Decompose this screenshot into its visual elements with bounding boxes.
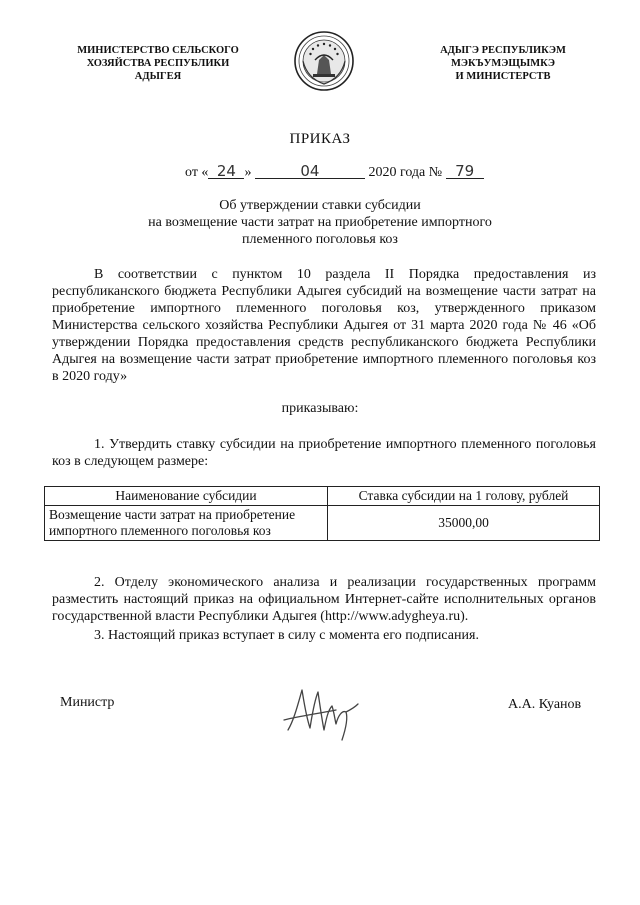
ministry-name-russian <box>52 44 264 83</box>
subsidy-rate-table <box>44 486 600 541</box>
handwritten-order-number: 79 <box>446 164 484 179</box>
ministry-name-line: МЭКЪУМЭЩЫМКЭ <box>450 58 556 69</box>
order-item-1: 1. Утвердить ставку субсидии на приобретение импортного племенного поголовья коз в следующем размере: <box>52 437 596 469</box>
column-header-subsidy-name: Наименование субсидии <box>45 487 328 506</box>
subject-line: племенного поголовья коз <box>242 232 398 247</box>
ministry-name-line: АДЫГЭ РЕСПУБЛИКЭМ <box>440 45 566 56</box>
subject-line: Об утверждении ставки субсидии <box>219 198 421 213</box>
handwritten-signature <box>280 680 372 744</box>
ministry-name-line: АДЫГЕЯ <box>134 71 182 82</box>
order-item-3: 3. Настоящий приказ вступает в силу с момента его подписания. <box>94 628 479 643</box>
table-row <box>45 506 600 541</box>
handwritten-day: 24 <box>208 164 244 179</box>
order-word: приказываю: <box>281 401 359 416</box>
subsidy-rate-cell: 35000,00 <box>328 506 600 541</box>
order-date-line <box>185 164 484 181</box>
column-header-rate: Ставка субсидии на 1 голову, рублей <box>328 487 600 506</box>
subsidy-name-cell: Возмещение части затрат на приобретение импортного племенного поголовья коз <box>45 506 328 541</box>
ministry-name-line: МИНИСТЕРСТВО СЕЛЬСКОГО <box>77 45 239 56</box>
adygea-coat-of-arms-icon <box>293 30 355 92</box>
ministry-name-adyghe <box>418 44 588 83</box>
order-subject <box>0 197 640 248</box>
document-title: ПРИКАЗ <box>289 131 351 147</box>
order-item-2: 2. Отделу экономического анализа и реализации государственных программ разместить настоящий приказ на официальном Интернет-сайте исполнительных органов государственной власти Республики Адыгея (http://www.adygheya.ru). <box>52 575 596 624</box>
signatory-name: А.А. Куанов <box>508 697 582 712</box>
year-and-number-label: 2020 года № <box>368 165 443 180</box>
date-prefix: от « <box>185 165 209 180</box>
preamble-paragraph: В соответствии с пунктом 10 раздела II Порядка предоставления из республиканского бюджета Республики Адыгея субсидий на возмещение части затрат на приобретение импортного племенного поголовья коз, утвержденного приказом Министерства сельского хозяйства Республики Адыгея от 31 марта 2020 года № 46 «Об утверждении Порядка предоставления средств республиканского бюджета Республики Адыгея на возмещение части затрат приобретение импортного племенного поголовья коз в 2020 году» <box>52 267 596 384</box>
signatory-position: Министр <box>60 695 115 710</box>
date-quote-close: » <box>244 165 252 180</box>
table-header-row <box>45 487 600 506</box>
ministry-name-line: И МИНИСТЕРСТВ <box>455 71 551 82</box>
subject-line: на возмещение части затрат на приобретение импортного <box>148 215 492 230</box>
ministry-name-line: ХОЗЯЙСТВА РЕСПУБЛИКИ <box>86 58 230 69</box>
handwritten-month: 04 <box>255 164 365 179</box>
